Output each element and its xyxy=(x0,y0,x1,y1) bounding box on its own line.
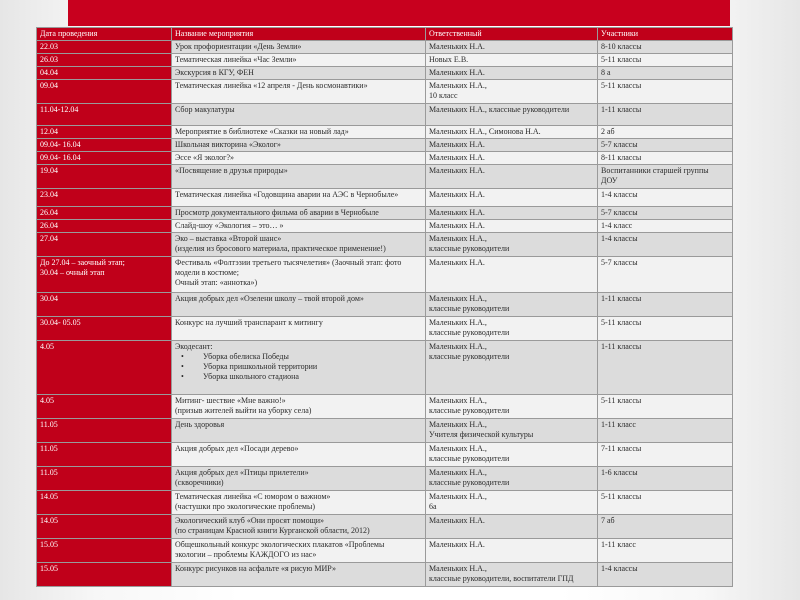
participants-cell-line: 1-4 классы xyxy=(601,234,638,243)
event-cell-line: Тематическая линейка «С юмором о важном» xyxy=(175,492,331,501)
event-cell xyxy=(172,233,426,257)
event-cell-line: (частушки про экологические проблемы) xyxy=(175,502,315,511)
responsible-cell-line: Маленьких Н.А. xyxy=(429,42,485,51)
table-row xyxy=(37,126,733,139)
date-cell xyxy=(37,563,172,587)
responsible-cell xyxy=(426,165,598,189)
participants-cell xyxy=(598,563,733,587)
participants-cell-line: 1-11 классы xyxy=(601,105,642,114)
event-cell xyxy=(172,539,426,563)
date-cell xyxy=(37,491,172,515)
event-cell-line: Экскурсия в КГУ, ФЕН xyxy=(175,68,254,77)
header-event: Название мероприятия xyxy=(172,28,426,41)
header-participants: Участники xyxy=(598,28,733,41)
event-cell xyxy=(172,165,426,189)
participants-cell xyxy=(598,80,733,104)
event-cell-line: Акция добрых дел «Озелени школу – твой второй дом» xyxy=(175,294,364,303)
date-cell xyxy=(37,293,172,317)
event-cell xyxy=(172,126,426,139)
table-row xyxy=(37,293,733,317)
event-cell-line: Общешкольный конкурс экологических плакатов «Проблемы xyxy=(175,540,385,549)
responsible-cell-line: Маленьких Н.А. xyxy=(429,153,485,162)
responsible-cell-line: Маленьких Н.А., xyxy=(429,81,487,90)
participants-cell xyxy=(598,491,733,515)
date-cell-line: 15.05 xyxy=(40,564,58,573)
date-cell-line: 19.04 xyxy=(40,166,58,175)
participants-cell xyxy=(598,233,733,257)
responsible-cell-line: Маленьких Н.А., классные руководители xyxy=(429,105,570,114)
event-cell xyxy=(172,467,426,491)
table-row xyxy=(37,80,733,104)
responsible-cell-line: Маленьких Н.А., xyxy=(429,564,487,573)
date-cell-line: 12.04 xyxy=(40,127,58,136)
participants-cell-line: 5-11 классы xyxy=(601,81,642,90)
responsible-cell xyxy=(426,54,598,67)
responsible-cell-line: классные руководители xyxy=(429,328,510,337)
date-cell xyxy=(37,126,172,139)
date-cell-line: 09.04- 16.04 xyxy=(40,140,81,149)
participants-cell xyxy=(598,419,733,443)
participants-cell xyxy=(598,515,733,539)
responsible-cell-line: Маленьких Н.А., xyxy=(429,234,487,243)
table-row xyxy=(37,563,733,587)
event-cell-line: Урок профориентации «День Земли» xyxy=(175,42,302,51)
participants-cell-line: 8-11 классы xyxy=(601,153,642,162)
date-cell xyxy=(37,233,172,257)
bullet-item: • Уборка школьного стадиона xyxy=(175,372,422,382)
participants-cell xyxy=(598,207,733,220)
event-cell xyxy=(172,317,426,341)
table-row xyxy=(37,152,733,165)
responsible-cell xyxy=(426,67,598,80)
participants-cell xyxy=(598,126,733,139)
responsible-cell xyxy=(426,419,598,443)
participants-cell-line: 5-11 классы xyxy=(601,318,642,327)
responsible-cell-line: 10 класс xyxy=(429,91,458,100)
participants-cell-line: 8 а xyxy=(601,68,611,77)
event-cell xyxy=(172,563,426,587)
participants-cell-line: 5-7 классы xyxy=(601,140,638,149)
date-cell-line: 09.04 xyxy=(40,81,58,90)
date-cell xyxy=(37,165,172,189)
responsible-cell xyxy=(426,152,598,165)
responsible-cell xyxy=(426,104,598,126)
table-row xyxy=(37,395,733,419)
event-cell-line: Сбор макулатуры xyxy=(175,105,235,114)
participants-cell xyxy=(598,139,733,152)
event-cell-line: Тематическая линейка «Час Земли» xyxy=(175,55,297,64)
event-cell xyxy=(172,419,426,443)
table-row xyxy=(37,220,733,233)
participants-cell xyxy=(598,341,733,395)
responsible-cell xyxy=(426,257,598,293)
table-row xyxy=(37,165,733,189)
table-row xyxy=(37,104,733,126)
responsible-cell-line: классные руководители xyxy=(429,304,510,313)
event-cell-line: День здоровья xyxy=(175,420,225,429)
date-cell-line: 14.05 xyxy=(40,516,58,525)
schedule-table xyxy=(36,27,733,587)
date-cell xyxy=(37,104,172,126)
date-cell xyxy=(37,80,172,104)
event-cell xyxy=(172,443,426,467)
event-cell xyxy=(172,220,426,233)
event-cell-line: Фестиваль «Фолтэзии третьего тысячелетия» (Заочный этап: фото xyxy=(175,258,402,267)
participants-cell xyxy=(598,317,733,341)
event-cell xyxy=(172,491,426,515)
participants-cell-line: 1-4 класс xyxy=(601,221,633,230)
date-cell xyxy=(37,257,172,293)
table-row xyxy=(37,233,733,257)
event-cell-line: Экодесант: xyxy=(175,342,213,351)
event-cell-line: Слайд-шоу «Экология – это… » xyxy=(175,221,284,230)
responsible-cell xyxy=(426,189,598,207)
date-cell-line: 14.05 xyxy=(40,492,58,501)
participants-cell xyxy=(598,54,733,67)
table-row xyxy=(37,467,733,491)
participants-cell xyxy=(598,67,733,80)
responsible-cell-line: Маленьких Н.А., xyxy=(429,318,487,327)
event-cell-line: Конкурс на лучший транспарант к митингу xyxy=(175,318,323,327)
participants-cell xyxy=(598,220,733,233)
responsible-cell-line: Маленьких Н.А., xyxy=(429,294,487,303)
participants-cell-line: Воспитанники старшей группы xyxy=(601,166,709,175)
event-cell-line: Тематическая линейка «12 апреля - День космонавтики» xyxy=(175,81,368,90)
participants-cell xyxy=(598,293,733,317)
responsible-cell-line: Маленьких Н.А. xyxy=(429,166,485,175)
table-row xyxy=(37,515,733,539)
responsible-cell-line: Маленьких Н.А. xyxy=(429,68,485,77)
date-cell-line: 26.04 xyxy=(40,221,58,230)
date-cell-line: 04.04 xyxy=(40,68,58,77)
date-cell-line: 4.05 xyxy=(40,342,54,351)
participants-cell-line: 1-6 классы xyxy=(601,468,638,477)
responsible-cell xyxy=(426,233,598,257)
bullet-item: • Уборка пришкольной территории xyxy=(175,362,422,372)
event-cell-line: Конкурс рисунков на асфальте «я рисую МИР» xyxy=(175,564,336,573)
event-cell-line: Мероприятие в библиотеке «Сказки на новый лад» xyxy=(175,127,349,136)
date-cell xyxy=(37,152,172,165)
date-cell xyxy=(37,54,172,67)
responsible-cell xyxy=(426,443,598,467)
participants-cell xyxy=(598,104,733,126)
date-cell xyxy=(37,41,172,54)
table-row xyxy=(37,539,733,563)
participants-cell xyxy=(598,165,733,189)
date-cell xyxy=(37,220,172,233)
table-row xyxy=(37,207,733,220)
table-row xyxy=(37,189,733,207)
participants-cell xyxy=(598,257,733,293)
responsible-cell xyxy=(426,395,598,419)
bullet-item: • Уборка обелиска Победы xyxy=(175,352,422,362)
participants-cell-line: ДОУ xyxy=(601,176,618,185)
responsible-cell xyxy=(426,491,598,515)
responsible-cell xyxy=(426,515,598,539)
event-cell xyxy=(172,341,426,395)
responsible-cell-line: Маленьких Н.А., xyxy=(429,468,487,477)
responsible-cell-line: Маленьких Н.А., xyxy=(429,444,487,453)
responsible-cell-line: Маленьких Н.А. xyxy=(429,516,485,525)
responsible-cell-line: Новых Е.В. xyxy=(429,55,469,64)
date-cell-line: 22.03 xyxy=(40,42,58,51)
responsible-cell xyxy=(426,341,598,395)
table-row xyxy=(37,41,733,54)
responsible-cell-line: Маленьких Н.А. xyxy=(429,140,485,149)
event-cell xyxy=(172,152,426,165)
event-cell-line: Эко – выставка «Второй шанс» xyxy=(175,234,282,243)
date-cell-line: 26.03 xyxy=(40,55,58,64)
participants-cell-line: 2 аб xyxy=(601,127,615,136)
table-row xyxy=(37,419,733,443)
event-cell-line: экологии – проблемы КАЖДОГО из нас» xyxy=(175,550,317,559)
event-cell xyxy=(172,104,426,126)
date-cell-line: 27.04 xyxy=(40,234,58,243)
table-row xyxy=(37,139,733,152)
responsible-cell-line: Маленьких Н.А., xyxy=(429,342,487,351)
event-cell-line: Эссе «Я эколог?» xyxy=(175,153,234,162)
participants-cell-line: 5-11 классы xyxy=(601,492,642,501)
date-cell-line: 11.05 xyxy=(40,444,58,453)
event-cell-line: (скворечники) xyxy=(175,478,224,487)
event-cell-line: Школьная викторина «Эколог» xyxy=(175,140,281,149)
date-cell xyxy=(37,189,172,207)
event-cell-line: (по страницам Красной книги Курганской области, 2012) xyxy=(175,526,370,535)
date-cell xyxy=(37,443,172,467)
table-row xyxy=(37,257,733,293)
event-cell-line: Просмотр документального фильма об аварии в Чернобыле xyxy=(175,208,379,217)
event-cell-line: Акция добрых дел «Посади дерево» xyxy=(175,444,299,453)
responsible-cell xyxy=(426,41,598,54)
responsible-cell-line: классные руководители, воспитатели ГПД xyxy=(429,574,574,583)
date-cell xyxy=(37,395,172,419)
event-cell xyxy=(172,257,426,293)
date-cell-line: 30.04- 05.05 xyxy=(40,318,81,327)
date-cell xyxy=(37,139,172,152)
responsible-cell-line: 6а xyxy=(429,502,437,511)
date-cell xyxy=(37,67,172,80)
date-cell xyxy=(37,467,172,491)
date-cell xyxy=(37,317,172,341)
responsible-cell-line: Маленьких Н.А. xyxy=(429,258,485,267)
date-cell-line: 26.04 xyxy=(40,208,58,217)
event-cell-line: (изделия из бросового материала, практическое применение!) xyxy=(175,244,386,253)
event-cell-line: Акция добрых дел «Птицы прилетели» xyxy=(175,468,309,477)
participants-cell xyxy=(598,152,733,165)
event-cell xyxy=(172,293,426,317)
responsible-cell-line: Маленьких Н.А. xyxy=(429,190,485,199)
responsible-cell-line: Маленьких Н.А., Симонова Н.А. xyxy=(429,127,541,136)
event-cell xyxy=(172,67,426,80)
participants-cell xyxy=(598,539,733,563)
responsible-cell xyxy=(426,539,598,563)
responsible-cell xyxy=(426,563,598,587)
event-cell xyxy=(172,41,426,54)
date-cell-line: 4.05 xyxy=(40,396,54,405)
responsible-cell-line: Маленьких Н.А. xyxy=(429,221,485,230)
date-cell xyxy=(37,419,172,443)
date-cell-line: 15.05 xyxy=(40,540,58,549)
responsible-cell-line: Маленьких Н.А. xyxy=(429,208,485,217)
event-cell-line: (призыв жителей выйти на уборку села) xyxy=(175,406,312,415)
title-banner xyxy=(68,0,730,26)
table-body xyxy=(37,41,733,587)
date-cell-line: До 27.04 – заочный этап; xyxy=(40,258,125,267)
event-cell xyxy=(172,207,426,220)
event-cell xyxy=(172,54,426,67)
table-row xyxy=(37,54,733,67)
participants-cell-line: 1-4 классы xyxy=(601,564,638,573)
responsible-cell xyxy=(426,467,598,491)
responsible-cell-line: Маленьких Н.А. xyxy=(429,540,485,549)
event-cell-line: Очный этап: «аннотка») xyxy=(175,278,258,287)
responsible-cell-line: классные руководители xyxy=(429,454,510,463)
participants-cell xyxy=(598,467,733,491)
participants-cell xyxy=(598,189,733,207)
date-cell-line: 11.05 xyxy=(40,468,58,477)
participants-cell-line: 8-10 классы xyxy=(601,42,642,51)
responsible-cell-line: Учителя физической культуры xyxy=(429,430,534,439)
table-row xyxy=(37,341,733,395)
participants-cell-line: 7 аб xyxy=(601,516,615,525)
date-cell xyxy=(37,341,172,395)
responsible-cell xyxy=(426,293,598,317)
participants-cell-line: 5-7 классы xyxy=(601,258,638,267)
event-cell-line: модели в костюме; xyxy=(175,268,239,277)
responsible-cell xyxy=(426,126,598,139)
event-cell-line: Экологический клуб «Они просят помощи» xyxy=(175,516,325,525)
participants-cell-line: 7-11 классы xyxy=(601,444,642,453)
date-cell xyxy=(37,539,172,563)
date-cell-line: 11.05 xyxy=(40,420,58,429)
event-cell xyxy=(172,139,426,152)
event-cell-line: Тематическая линейка «Годовщина аварии на АЭС в Чернобыле» xyxy=(175,190,399,199)
table-row xyxy=(37,317,733,341)
header-date: Дата проведения xyxy=(37,28,172,41)
responsible-cell xyxy=(426,139,598,152)
participants-cell-line: 1-11 класс xyxy=(601,420,636,429)
responsible-cell xyxy=(426,317,598,341)
participants-cell xyxy=(598,41,733,54)
date-cell-line: 11.04-12.04 xyxy=(40,105,79,114)
participants-cell-line: 1-4 классы xyxy=(601,190,638,199)
date-cell xyxy=(37,515,172,539)
participants-cell xyxy=(598,395,733,419)
responsible-cell-line: классные руководители xyxy=(429,406,510,415)
participants-cell-line: 5-11 классы xyxy=(601,396,642,405)
event-cell-line: «Посвящение в друзья природы» xyxy=(175,166,288,175)
responsible-cell-line: Маленьких Н.А., xyxy=(429,420,487,429)
responsible-cell-line: классные руководители xyxy=(429,478,510,487)
responsible-cell-line: классные руководители xyxy=(429,244,510,253)
participants-cell-line: 1-11 классы xyxy=(601,342,642,351)
event-cell xyxy=(172,189,426,207)
date-cell xyxy=(37,207,172,220)
table-row xyxy=(37,67,733,80)
date-cell-line: 23.04 xyxy=(40,190,58,199)
event-cell xyxy=(172,80,426,104)
event-cell xyxy=(172,395,426,419)
table-row xyxy=(37,491,733,515)
participants-cell-line: 1-11 классы xyxy=(601,294,642,303)
date-cell-line: 09.04- 16.04 xyxy=(40,153,81,162)
date-cell-line: 30.04 – очный этап xyxy=(40,268,105,277)
participants-cell-line: 5-7 классы xyxy=(601,208,638,217)
participants-cell-line: 5-11 классы xyxy=(601,55,642,64)
responsible-cell-line: классные руководители xyxy=(429,352,510,361)
date-cell-line: 30.04 xyxy=(40,294,58,303)
event-cell-line: Митинг- шествие «Мне важно!» xyxy=(175,396,286,405)
event-cell xyxy=(172,515,426,539)
responsible-cell-line: Маленьких Н.А., xyxy=(429,396,487,405)
responsible-cell xyxy=(426,80,598,104)
responsible-cell-line: Маленьких Н.А., xyxy=(429,492,487,501)
responsible-cell xyxy=(426,207,598,220)
header-responsible: Ответственный xyxy=(426,28,598,41)
participants-cell xyxy=(598,443,733,467)
participants-cell-line: 1-11 класс xyxy=(601,540,636,549)
table-header-row xyxy=(37,28,733,41)
table-row xyxy=(37,443,733,467)
responsible-cell xyxy=(426,220,598,233)
